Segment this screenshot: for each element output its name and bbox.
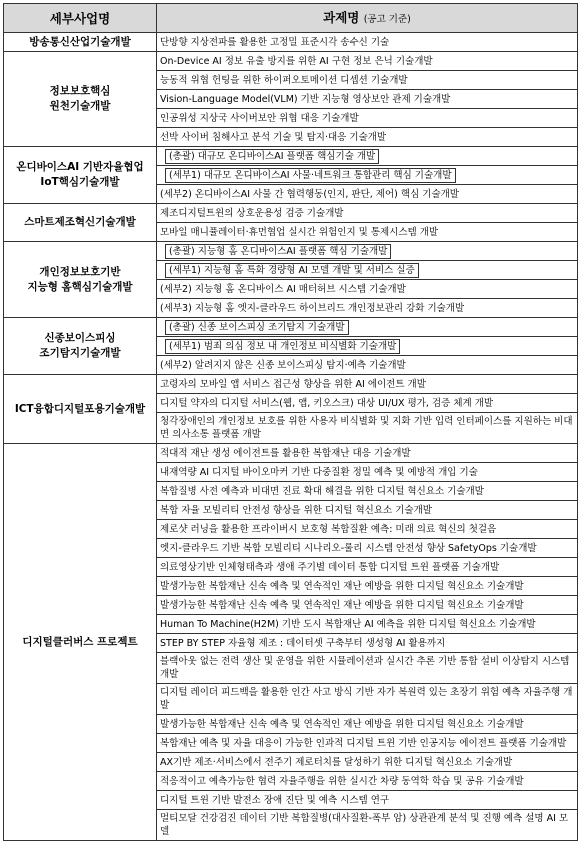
project-title: (세부2) 알려지지 않은 신종 보이스피싱 탐지·예측 기술개발 [157,356,578,375]
project-title: 제조디지털트윈의 상호운용성 검증 기술개발 [157,204,578,223]
header-program: 세부사업명 [4,4,157,33]
header-project-title: 과제명 [323,9,360,25]
project-title-box: (세부1) 대규모 온디바이스AI 사물·네트워크 통합관리 핵심 기술개발 [165,168,456,183]
project-title: AX기반 제조·서비스에서 전주기 제로터치를 달성하기 위한 디지털 혁신요소 기술개발 [157,753,578,772]
table-body [4,33,578,841]
program-name: 디지털클러버스 프로젝트 [4,444,157,841]
project-title: 적응적이고 예측가능한 협력 자율주행을 위한 실시간 차량 동역학 학습 및 공유 기술개발 [157,772,578,791]
project-title: 발생가능한 복합재난 신속 예측 및 연속적인 재난 예방을 위한 디지털 혁신요소 기술개발 [157,596,578,615]
table-row [4,147,578,166]
project-title [157,318,578,337]
project-title: (세부3) 지능형 홈 엣지-클라우드 하이브리드 개인정보관리 강화 기술개발 [157,299,578,318]
table-row [4,444,578,463]
project-title: 복합질병 사전 예측과 비대면 진료 확대 해결을 위한 디지털 혁신요소 기술개발 [157,482,578,501]
table-row [4,204,578,223]
project-title [157,147,578,166]
project-title: 제로샷 러닝을 활용한 프라이버시 보호형 복합질환 예측: 미래 의료 혁신의 첫걸음 [157,520,578,539]
program-name: 스마트제조혁신기술개발 [4,204,157,242]
project-title-box: (세부1) 범죄 의심 정보 내 개인정보 비식별화 기술개발 [165,339,400,354]
project-title [157,242,578,261]
project-title [157,166,578,185]
project-title: 모바일 매니퓰레이터·휴먼협업 실시간 위험인지 및 통제시스템 개발 [157,223,578,242]
project-title: 내재역량 AI 디지털 바이오마커 기반 다중질환 정밀 예측 및 예방적 개입 기술 [157,463,578,482]
project-title: 발생가능한 복합재난 신속 예측 및 연속적인 재난 예방을 위한 디지털 혁신요소 기술개발 [157,577,578,596]
project-title: 선박 사이버 침해사고 분석 기술 및 탐지·대응 기술개발 [157,128,578,147]
project-title-box: (총괄) 신종 보이스피싱 조기탐지 기술개발 [165,320,349,335]
header-project-note: (공고 기준) [363,13,411,25]
table-row [4,318,578,337]
program-name: 온디바이스AI 기반자율협업 IoT핵심기술개발 [4,147,157,204]
project-title [157,337,578,356]
project-title: STEP BY STEP 자율형 제조 : 데이터셋 구축부터 생성형 AI 활용까지 [157,634,578,653]
project-title: 복합재난 예측 및 자율 대응이 가능한 인과적 디지털 트윈 기반 인공지능 에이전트 플랫폼 기술개발 [157,734,578,753]
project-title: 단방향 지상전파를 활용한 고정밀 표준시각 송수신 기술 [157,33,578,52]
project-title: 의료영상기반 인체형태측과 생애 주기별 데이터 통합 디지털 트윈 플랫폼 기술개발 [157,558,578,577]
project-title: On-Device AI 정보 유출 방지를 위한 AI 구현 정보 은닉 기술개발 [157,52,578,71]
project-title: 청각장애인의 개인정보 보호를 위한 사용자 비식별화 및 지화 기반 입력 인터페이스를 지원하는 비대면 의사소통 플랫폼 개발 [157,413,578,444]
program-name: 개인정보보호기반 지능형 홈핵심기술개발 [4,242,157,318]
program-name: 정보보호핵심 원천기술개발 [4,52,157,147]
header-project [157,4,578,33]
project-title: 적대적 재난 생성 에이전트를 활용한 복합재난 대응 기술개발 [157,444,578,463]
project-title: 엣지-클라우드 기반 복합 모빌리티 시나리오-룰리 시스템 안전성 향상 SafetyOps 기술개발 [157,539,578,558]
project-title: 능동적 위협 헌팅을 위한 하이퍼오토메이션 디셉션 기술개발 [157,71,578,90]
table-row [4,375,578,394]
project-title: 고령자의 모바일 앱 서비스 접근성 향상을 위한 AI 에이전트 개발 [157,375,578,394]
program-name: ICT융합디지털포용기술개발 [4,375,157,444]
project-title-box: (세부1) 지능형 홈 특화 경량형 AI 모델 개발 및 서비스 실증 [165,263,419,278]
project-title: 발생가능한 복합재난 신속 예측 및 연속적인 재난 예방을 위한 디지털 혁신요소 기술개발 [157,715,578,734]
project-title: 디지털 레이더 피드백을 활용한 인간 사고 방식 기반 자가 복원력 있는 초장기 위험 예측 자율주행 개발 [157,684,578,715]
project-title: 멀티모달 건강검진 데이터 기반 복합질병(대사질환-폭부 암) 상관관계 분석 및 진행 예측 설명 AI 모델 [157,810,578,841]
project-title: 디지털 약자의 디지털 서비스(웹, 앱, 키오스크) 대상 UI/UX 평가, 검증 체계 개발 [157,394,578,413]
project-title: 인공위성 지상국 사이버보안 위협 대응 기술개발 [157,109,578,128]
project-title: Human To Machine(H2M) 기반 도시 복합재난 AI 예측을 위한 디지털 혁신요소 기술개발 [157,615,578,634]
program-name: 방송통신산업기술개발 [4,33,157,52]
project-title: 복합 자율 모빌리티 안전성 향상을 위한 디지털 혁신요소 기술개발 [157,501,578,520]
project-title-box: (총괄) 대규모 온디바이스AI 플랫폼 핵심기술 개발 [165,149,379,164]
table-row [4,33,578,52]
program-name: 신종보이스피싱 조기탐지기술개발 [4,318,157,375]
project-title [157,261,578,280]
table-row [4,242,578,261]
table-row [4,52,578,71]
project-title: 블랙아웃 없는 전력 생산 및 운영을 위한 시뮬레이션과 실시간 추론 기반 통합 설비 이상탐지 시스템 개발 [157,653,578,684]
project-title: 디지털 트윈 기반 발전소 장애 진단 및 예측 시스템 연구 [157,791,578,810]
table-header-row [4,4,578,33]
project-table [3,3,578,841]
project-title: (세부2) 온디바이스AI 사물 간 협력행동(인지, 판단, 제어) 핵심 기술개발 [157,185,578,204]
project-title: (세부2) 지능형 홈 온디바이스 AI 매터허브 시스템 기술개발 [157,280,578,299]
project-title: Vision-Language Model(VLM) 기반 지능형 영상보안 관제 기술개발 [157,90,578,109]
project-title-box: (총괄) 지능형 홈 온디바이스AI 플랫폼 핵심 기술개발 [165,244,391,259]
